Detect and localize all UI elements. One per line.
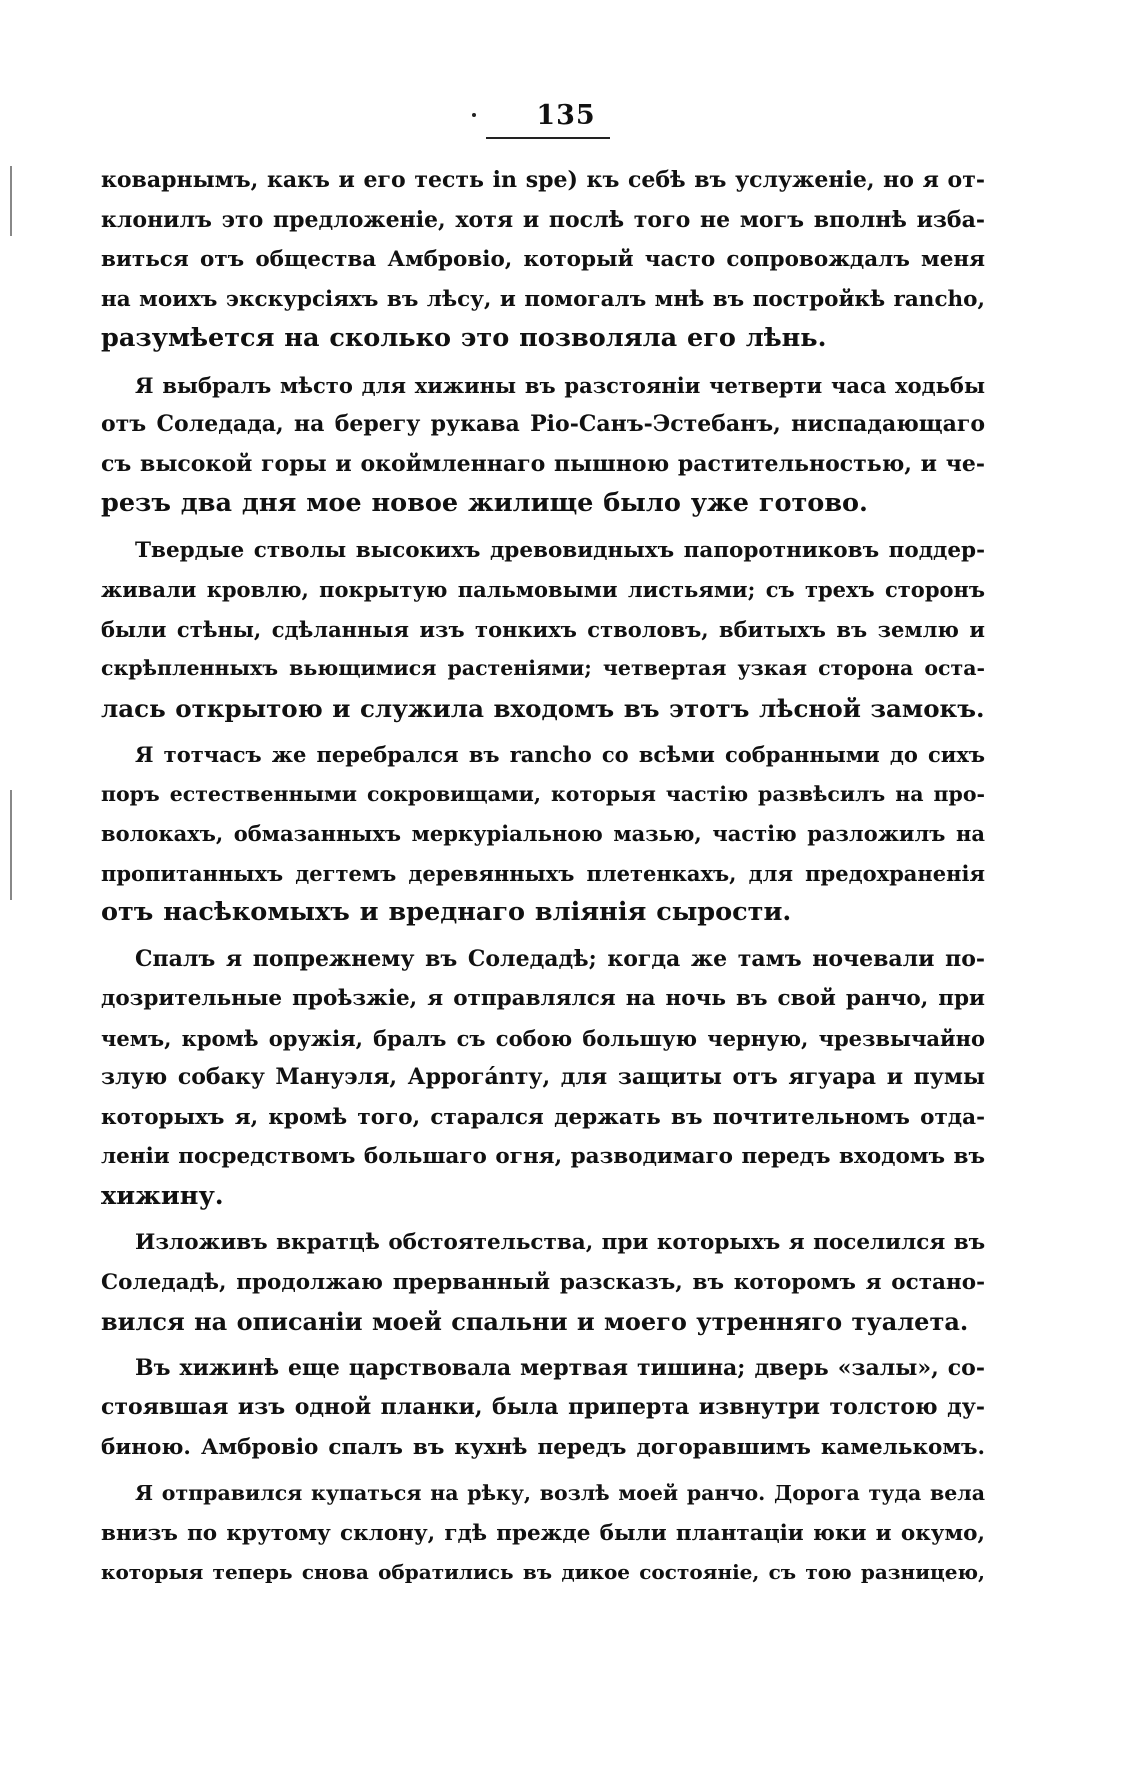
text-line: поръ естественными сокровищами, которыя частію развѣсилъ на про-: [101, 781, 985, 806]
text-line: виться отъ общества Амбровіо, который часто сопровождалъ меня: [101, 247, 985, 272]
text-line: Спалъ я попрежнему въ Соледадѣ; когда же тамъ ночевали по-: [135, 945, 985, 972]
text-line: клонилъ это предложеніе, хотя и послѣ того не могъ вполнѣ изба-: [101, 206, 985, 233]
paragraph-gap: [101, 1467, 985, 1474]
text-line: злую собаку Мануэля, Аррогánту, для защиты отъ ягуара и пумы: [101, 1064, 985, 1090]
text-line: съ высокой горы и окоймленнаго пышною растительностью, и че-: [101, 450, 985, 477]
body-text: [101, 161, 985, 1593]
paragraph-7: [101, 1349, 985, 1468]
text-line: на моихъ экскурсіяхъ въ лѣсу, и помогалъ мнѣ въ постройкѣ rancho,: [101, 286, 985, 312]
paragraph-6: [101, 1223, 985, 1342]
page-number: 135: [536, 100, 596, 131]
text-line: были стѣны, сдѣланныя изъ тонкихъ стволовъ, вбитыхъ въ землю и: [101, 616, 985, 642]
text-line: леніи посредствомъ большаго огня, разводимаго передъ входомъ въ: [101, 1144, 985, 1169]
text-line: отъ насѣкомыхъ и вреднаго вліянія сырости.: [101, 897, 792, 927]
text-line: хижину.: [101, 1180, 224, 1211]
page-dot-mark: [472, 113, 476, 117]
text-line: Изложивъ вкратцѣ обстоятельства, при которыхъ я поселился въ: [135, 1230, 986, 1255]
text-line: внизъ по крутому склону, гдѣ прежде были плантаціи юки и окумо,: [101, 1520, 985, 1546]
text-line: Соледадѣ, продолжаю прерванный разсказъ, въ которомъ я остано-: [101, 1269, 985, 1295]
text-line: биною. Амбровіо спалъ въ кухнѣ передъ догоравшимъ камелькомъ.: [101, 1434, 985, 1460]
text-line: резъ два дня мое новое жилище было уже готово.: [101, 488, 868, 518]
text-line: Я тотчасъ же перебрался въ rancho со всѣми собранными до сихъ: [135, 742, 985, 767]
text-line: живали кровлю, покрытую пальмовыми листьями; съ трехъ сторонъ: [101, 577, 985, 602]
text-line: чемъ, кромѣ оружія, бралъ съ собою большую черную, чрезвычайно: [101, 1025, 985, 1051]
text-line: пропитанныхъ дегтемъ деревянныхъ плетенкахъ, для предохраненія: [101, 860, 985, 886]
text-line: волокахъ, обмазанныхъ меркуріальною мазью, частію разложилъ на: [101, 821, 985, 846]
paragraph-gap: [101, 359, 985, 366]
margin-line-middle: [10, 790, 12, 900]
text-line: вился на описаніи моей спальни и моего утренняго туалета.: [101, 1307, 969, 1336]
margin-line-top: [10, 166, 12, 236]
paragraph-gap: [101, 524, 985, 531]
text-line: Въ хижинѣ еще царствовала мертвая тишина; дверь «залы», со-: [135, 1354, 985, 1381]
text-line: которыя теперь снова обратились въ дикое состояніе, съ тою разницею,: [101, 1560, 985, 1584]
text-line: лась открытою и служила входомъ въ этотъ лѣсной замокъ.: [101, 693, 985, 723]
text-line: дозрительные проѣзжіе, я отправлялся на ночь въ свой ранчо, при: [101, 986, 985, 1011]
page-number-rule: [486, 137, 610, 139]
paragraph-3: [101, 531, 985, 729]
text-line: стоявшая изъ одной планки, была приперта извнутри толстою ду-: [101, 1394, 985, 1420]
paragraph-2: [101, 366, 985, 524]
paragraph-gap: [101, 1216, 985, 1223]
text-line: разумѣется на сколько это позволяла его лѣнь.: [101, 323, 827, 353]
paragraph-5: [101, 940, 985, 1217]
text-line: Твердые стволы высокихъ древовидныхъ папоротниковъ поддер-: [135, 537, 985, 563]
text-line: скрѣпленныхъ вьющимися растеніями; четвертая узкая сторона оста-: [101, 656, 985, 680]
paragraph-gap: [101, 728, 985, 735]
paragraph-gap: [101, 1342, 985, 1349]
text-line: Я отправился купаться на рѣку, возлѣ моей ранчо. Дорога туда вела: [135, 1481, 985, 1505]
text-line: Я выбралъ мѣсто для хижины въ разстояніи четверти часа ходьбы: [135, 372, 985, 398]
text-line: коварнымъ, какъ и его тесть in spe) къ себѣ въ услуженіе, но я от-: [101, 167, 985, 193]
paragraph-4: [101, 735, 985, 933]
text-line: отъ Соледада, на берегу рукава Ріо-Санъ-Эстебанъ, ниспадающаго: [101, 411, 985, 437]
paragraph-1: [101, 161, 985, 359]
text-line: которыхъ я, кромѣ того, старался держать въ почтительномъ отда-: [101, 1104, 985, 1130]
paragraph-8: [101, 1474, 985, 1593]
paragraph-gap: [101, 933, 985, 940]
